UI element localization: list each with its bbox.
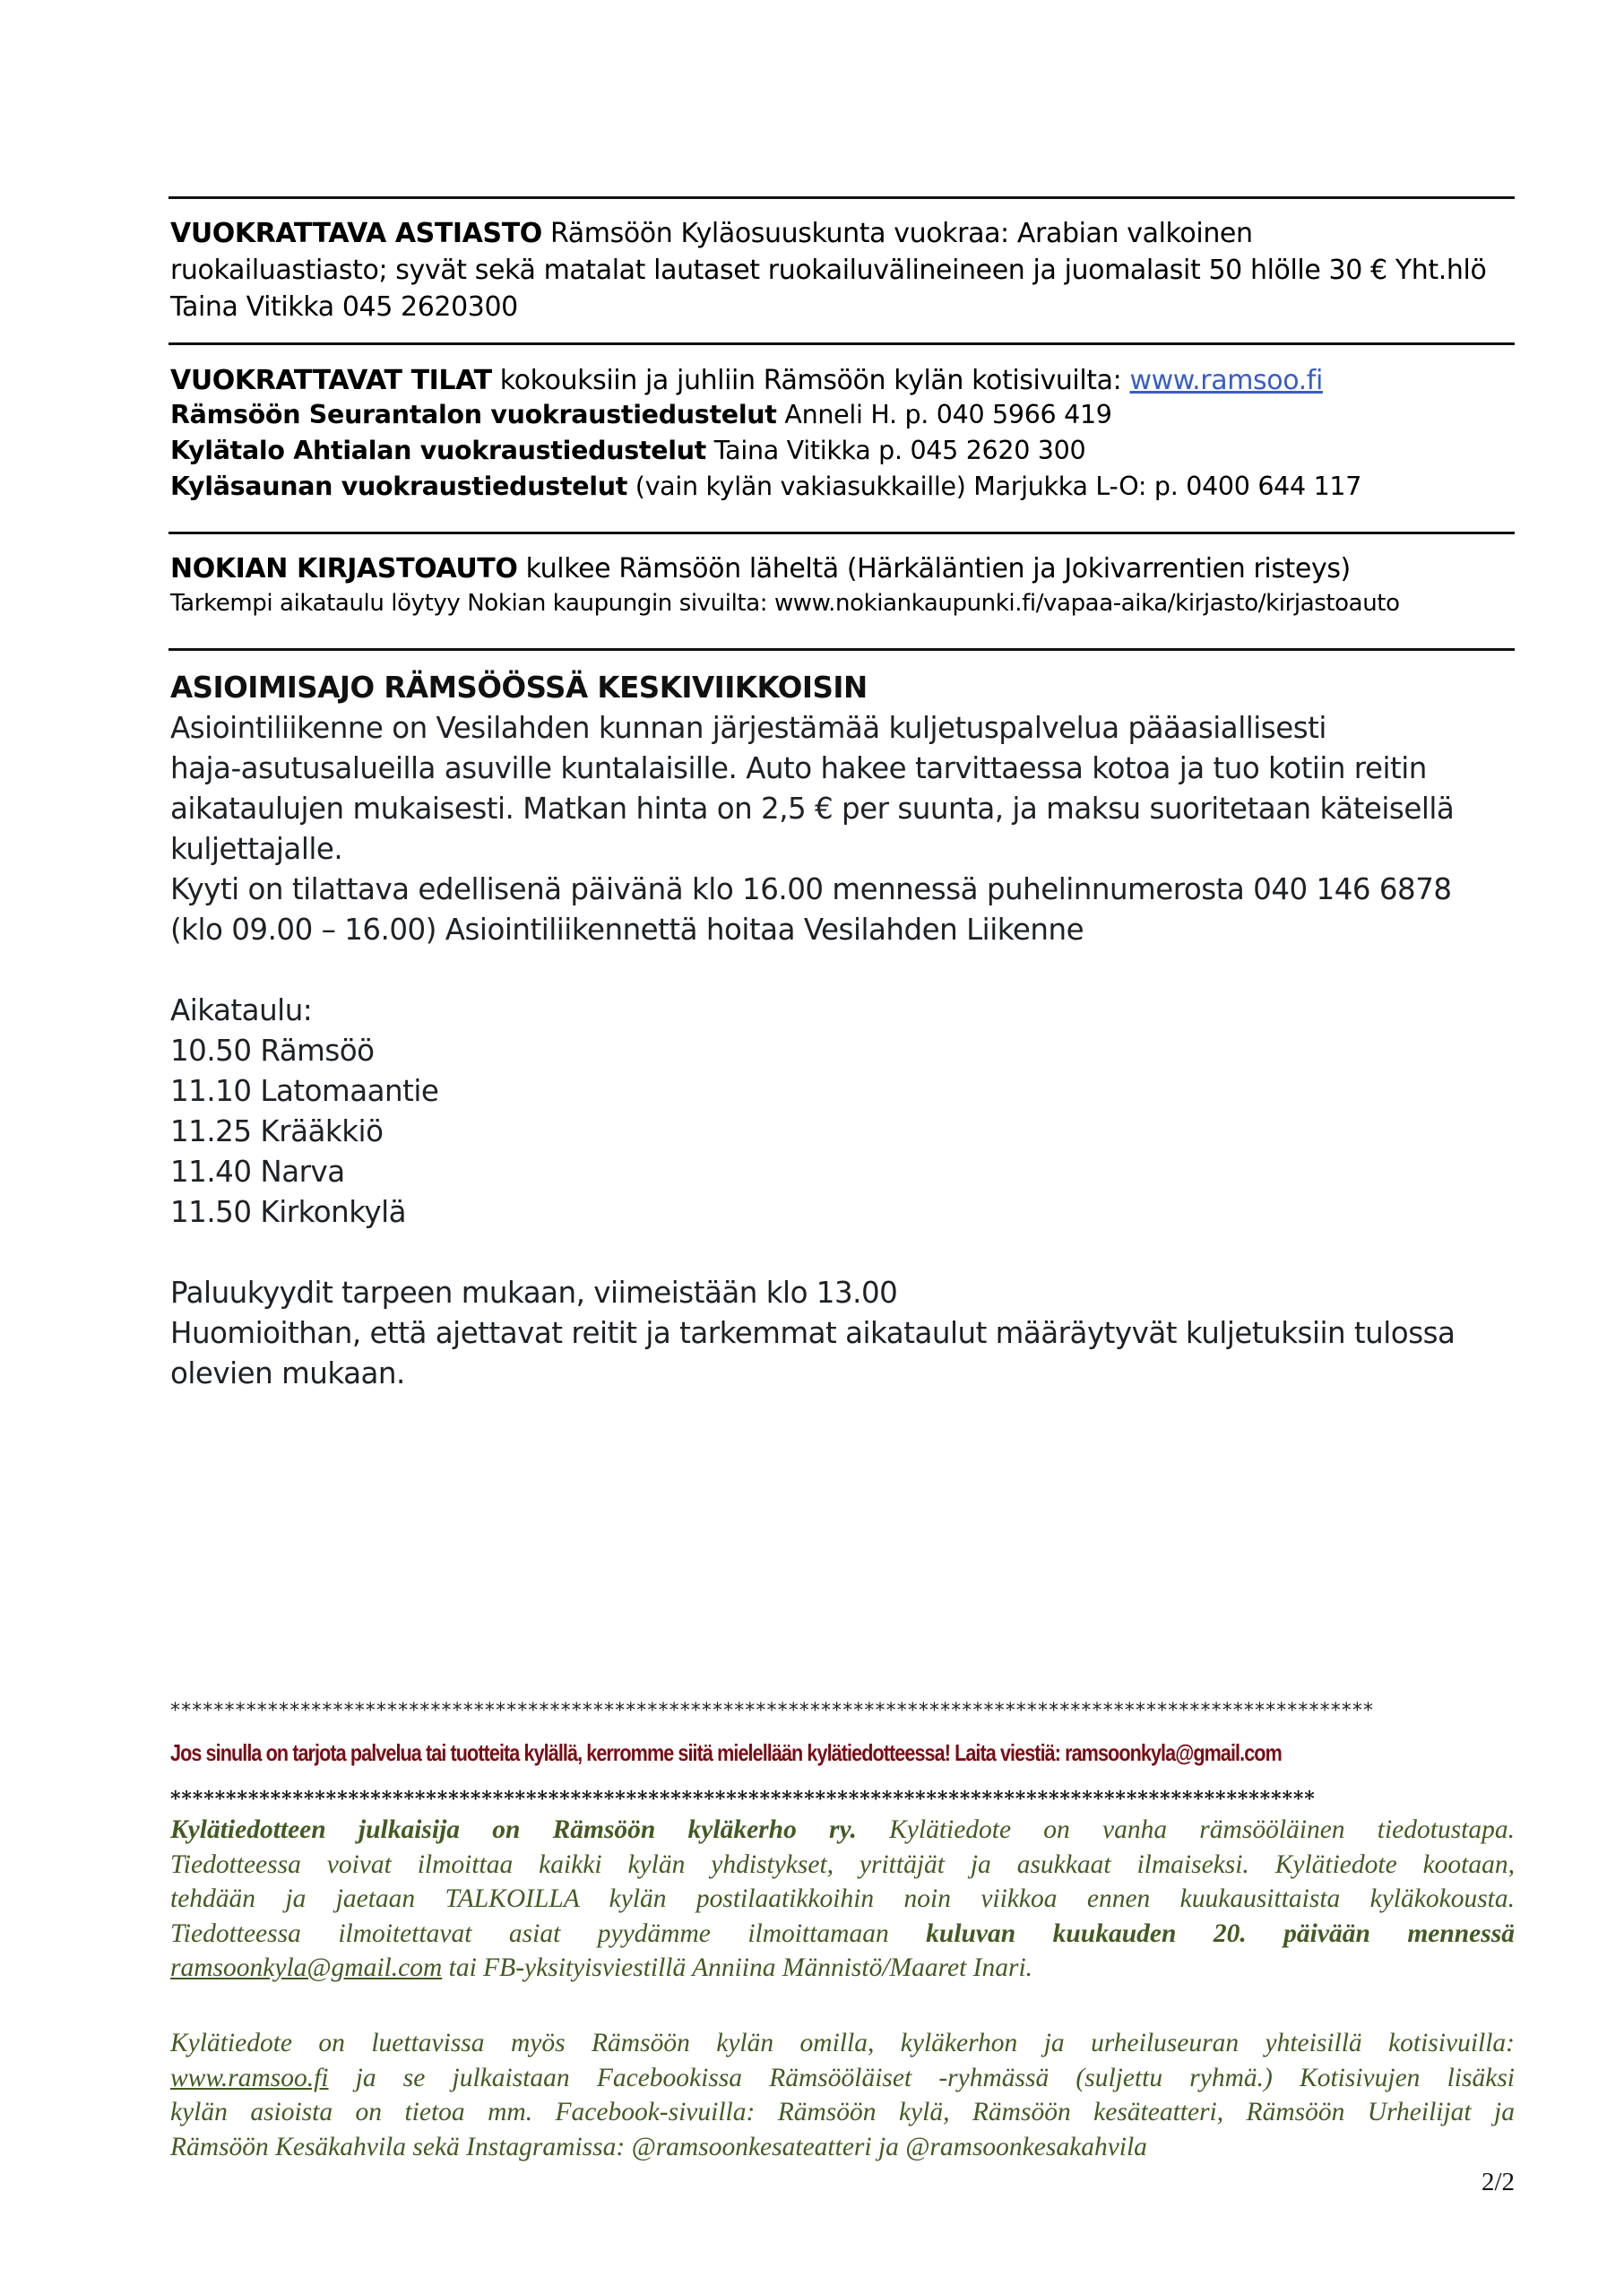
info-text: Kylätiedote on luettavissa myös Rämsöön kylän omilla, kyläkerhon ja urheiluseuran yhteisillä kotisivuilla: [170,2029,1515,2057]
info-text: tai FB-yksityisviestillä Anniina Männistö/Maaret Inari. [442,1953,1033,1982]
schedule-time: 11.25 [170,1114,252,1148]
body-line: haja-asutusalueilla asuville kuntalaisille. Auto hakee tarvittaessa kotoa ja tuo kotiin reitin [170,751,1427,785]
contact-row [170,397,1515,433]
body-line: (klo 09.00 – 16.00) Asiointiliikennettä hoitaa Vesilahden Liikenne [170,913,1084,947]
stars-separator: *************************************************************************************************************** [170,1700,1375,1722]
section-heading: VUOKRATTAVA ASTIASTO [170,218,542,249]
section-kirjastoauto [170,550,1515,619]
schedule-place: Narva [260,1155,345,1189]
info-text: Rämsöön Kesäkahvila sekä Instagramissa: @ramsoonkesateatteri ja @ramsoonkesakahvila [170,2132,1147,2161]
schedule-row [170,1031,1515,1071]
contact-value: Anneli H. p. 040 5966 419 [776,400,1112,429]
section-text: kulkee Rämsöön läheltä (Härkäläntien ja Jokivarrentien risteys) [517,553,1351,585]
divider [168,532,1515,534]
stars-separator: ******************************************************************************************************* [170,1788,1316,1811]
section-text: Tarkempi aikataulu löytyy Nokian kaupungin sivuilta: www.nokiankaupunki.fi/vapaa-aika/kirjasto/kirjastoauto [170,590,1400,617]
availability-info [170,2026,1515,2164]
section-text: Rämsöön Kyläosuuskunta vuokraa: Arabian valkoinen [541,218,1253,249]
divider [168,342,1515,345]
section-asiointi [170,668,1515,1394]
section-text: kokouksiin ja juhliin Rämsöön kylän kotisivuilta: [491,365,1130,396]
contact-value: (vain kylän vakiasukkaille) Marjukka L-O: p. 0400 644 117 [627,472,1362,501]
contact-label: Kylätalo Ahtialan vuokraustiedustelut [170,436,707,465]
info-text: Tiedotteessa ilmoitettavat asiat pyydämme ilmoittamaan [170,1918,927,1948]
contact-row [170,469,1515,505]
schedule-time: 11.50 [170,1195,252,1229]
schedule-row [170,1112,1515,1152]
section-tilat [170,362,1515,505]
page-number: 2/2 [1481,2168,1515,2196]
section-astiasto [170,215,1515,325]
schedule-time: 10.50 [170,1034,252,1068]
section-heading: ASIOIMISAJO RÄMSÖÖSSÄ KESKIVIIKKOISIN [170,671,868,705]
schedule-row [170,1071,1515,1112]
section-heading: NOKIAN KIRJASTOAUTO [170,553,518,585]
website-link[interactable]: www.ramsoo.fi [170,2063,329,2092]
schedule-place: Krääkkiö [260,1114,384,1148]
contact-label: Rämsöön Seurantalon vuokraustiedustelut [170,400,777,429]
closing-line: olevien mukaan. [170,1356,405,1390]
info-text: Kylätiedote on vanha rämsööläinen tiedotustapa. [856,1815,1515,1844]
contact-value: Taina Vitikka p. 045 2620 300 [706,436,1086,465]
info-text: ja se julkaistaan Facebookissa Rämsööläiset -ryhmässä (suljettu ryhmä.) Kotisivujen lisäksi [328,2063,1515,2092]
divider [168,648,1515,651]
body-line: Asiointiliikenne on Vesilahden kunnan järjestämää kuljetuspalvelua pääasiallisesti [170,711,1326,745]
schedule-place: Rämsöö [260,1034,375,1068]
ad-callout: Jos sinulla on tarjota palvelua tai tuotteita kylällä, kerromme siitä mielellään kylätiedotteessa! Laita viestiä: ramsoonkyla@gmail.com [170,1739,1282,1766]
info-text: Tiedotteessa voivat ilmoittaa kaikki kylän yhdistykset, yrittäjät ja asukkaat ilmaiseksi. Kylätiedote kootaan, [170,1849,1515,1879]
schedule-row [170,1192,1515,1233]
schedule-place: Kirkonkylä [260,1195,407,1229]
info-text: tehdään ja jaetaan TALKOILLA kylän postilaatikkoihin noin viikkoa ennen kuukausittaista kyläkokousta. [170,1884,1515,1913]
body-line: kuljettajalle. [170,832,343,866]
schedule-title: Aikataulu: [170,993,313,1027]
schedule-time: 11.40 [170,1155,252,1189]
email-link[interactable]: ramsoonkyla@gmail.com [170,1953,443,1982]
schedule-place: Latomaantie [260,1074,439,1108]
publisher-name: Kylätiedotteen julkaisija on Rämsöön kyläkerho ry. [170,1815,857,1844]
contact-row [170,433,1515,469]
body-line: Kyyti on tilattava edellisenä päivänä klo 16.00 mennessä puhelinnumerosta 040 146 6878 [170,872,1452,906]
ramsoo-website-link[interactable]: www.ramsoo.fi [1129,365,1323,396]
section-text: ruokailuastiasto; syvät sekä matalat lautaset ruokailuvälineineen ja juomalasit 50 hlölle 30 € Yht.hlö [170,255,1487,286]
deadline-text: kuluvan kuukauden 20. päivään mennessä [926,1918,1515,1948]
divider [168,196,1515,199]
schedule-row [170,1152,1515,1192]
contact-label: Kyläsaunan vuokraustiedustelut [170,472,628,501]
contact-text: Taina Vitikka 045 2620300 [170,291,518,323]
publisher-info [170,1813,1515,1986]
info-text: kylän asioista on tietoa mm. Facebook-sivuilla: Rämsöön kylä, Rämsöön kesäteatteri, Rämsöön Urheilijat ja [170,2098,1515,2126]
body-line: aikataulujen mukaisesti. Matkan hinta on 2,5 € per suunta, ja maksu suoritetaan käteisellä [170,792,1455,826]
schedule-time: 11.10 [170,1074,252,1108]
closing-line: Paluukyydit tarpeen mukaan, viimeistään klo 13.00 [170,1276,898,1310]
section-heading: VUOKRATTAVAT TILAT [170,365,492,396]
closing-line: Huomioithan, että ajettavat reitit ja tarkemmat aikataulut määräytyvät kuljetuksiin tulossa [170,1316,1456,1350]
